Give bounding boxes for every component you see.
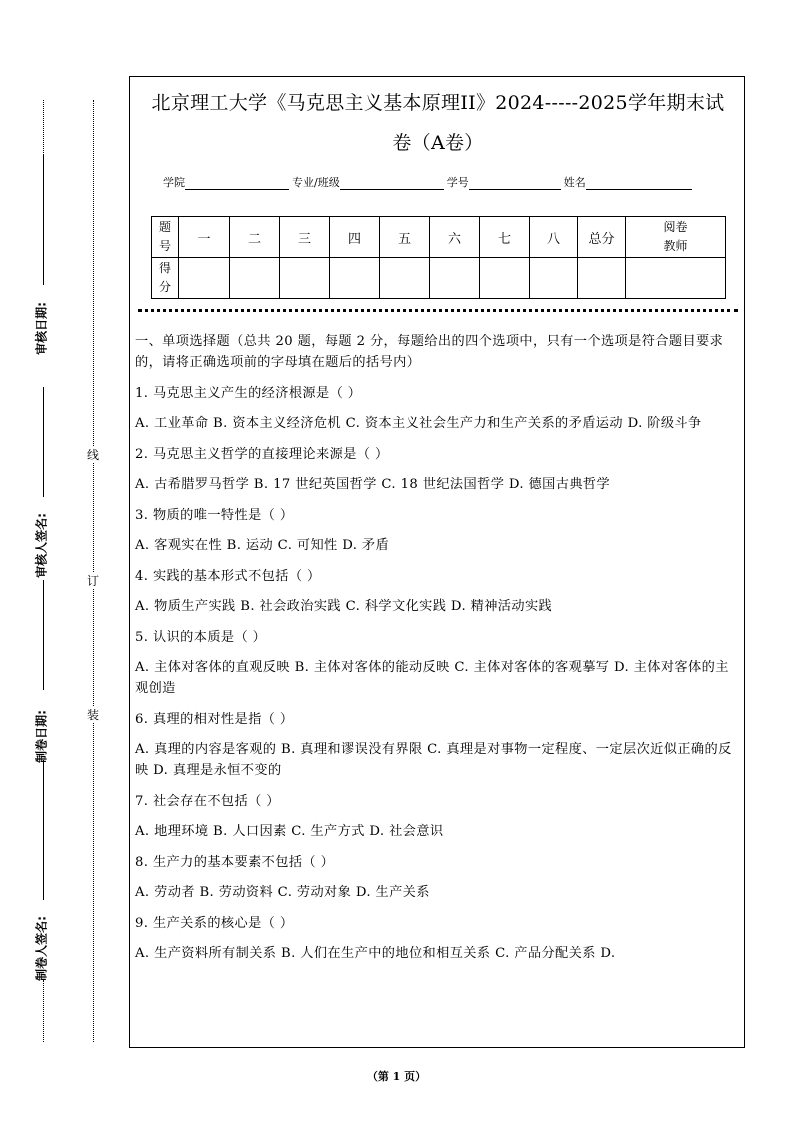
college-label: 学院 — [163, 176, 185, 189]
separator-dotted — [138, 309, 738, 312]
column-4: 四 — [330, 217, 380, 258]
column-total: 总分 — [578, 217, 626, 258]
score-table — [151, 216, 726, 299]
exam-title-line2: 卷（A卷） — [392, 132, 484, 154]
reviewer-signature-label: 审核人签名: — [34, 513, 49, 578]
student-info-row — [163, 174, 695, 190]
question-7: 7. 社会存在不包括（ ） — [135, 794, 280, 809]
score-table-header-row — [152, 217, 726, 258]
question-8: 8. 生产力的基本要素不包括（ ） — [135, 855, 335, 870]
score-cell[interactable] — [480, 258, 530, 299]
question-2: 2. 马克思主义哲学的直接理论来源是（ ） — [135, 447, 389, 462]
column-3: 三 — [280, 217, 330, 258]
cut-line-char-zhuang: 装 — [86, 708, 99, 722]
question-6-options: A. 真理的内容是客观的 B. 真理和谬误没有界限 C. 真理是对事物一定程度、一定层次近似正确的反映 D. 真理是永恒不变的 — [135, 742, 732, 778]
column-6: 六 — [430, 217, 480, 258]
cut-line — [93, 100, 94, 1042]
exam-title-line1: 北京理工大学《马克思主义基本原理II》2024-----2025学年期末试 — [151, 92, 725, 114]
question-5-options: A. 主体对客体的直观反映 B. 主体对客体的能动反映 C. 主体对客体的客观摹写 D. 主体对客体的主观创造 — [135, 660, 729, 696]
column-5: 五 — [380, 217, 430, 258]
paper-date-label: 制卷日期: — [34, 710, 49, 763]
question-3: 3. 物质的唯一特性是（ ） — [135, 508, 294, 523]
question-5: 5. 认识的本质是（ ） — [135, 630, 267, 645]
column-1: 一 — [179, 217, 230, 258]
college-field[interactable] — [185, 177, 289, 190]
dotted-guide — [43, 100, 44, 155]
cut-line-char-xian: 线 — [86, 448, 99, 462]
signature-line — [43, 760, 44, 900]
paper-maker-signature-label: 制卷人签名: — [34, 916, 49, 981]
score-cell[interactable] — [330, 258, 380, 299]
column-7: 七 — [480, 217, 530, 258]
score-cell[interactable] — [530, 258, 578, 299]
student-id-field[interactable] — [469, 177, 561, 190]
section-intro: 一、单项选择题（总共 20 题，每题 2 分，每题给出的四个选项中，只有一个选项是符合题目要求的，请将正确选项前的字母填在题后的括号内） — [135, 334, 724, 370]
name-label: 姓名 — [563, 176, 586, 189]
section-single-choice — [135, 331, 741, 964]
question-1-options: A. 工业革命 B. 资本主义经济危机 C. 资本主义社会生产力和生产关系的矛盾运动 D. 阶级斗争 — [135, 416, 702, 431]
score-cell[interactable] — [430, 258, 480, 299]
question-3-options: A. 客观实在性 B. 运动 C. 可知性 D. 矛盾 — [135, 538, 390, 553]
question-9: 9. 生产关系的核心是（ ） — [135, 916, 294, 931]
question-4: 4. 实践的基本形式不包括（ ） — [135, 569, 321, 584]
name-field[interactable] — [586, 177, 692, 190]
question-number-head: 题 号 — [152, 217, 179, 258]
major-label: 专业/班级 — [292, 176, 340, 189]
question-7-options: A. 地理环境 B. 人口因素 C. 生产方式 D. 社会意识 — [135, 824, 444, 839]
major-field[interactable] — [340, 177, 444, 190]
student-id-label: 学号 — [446, 176, 469, 189]
question-4-options: A. 物质生产实践 B. 社会政治实践 C. 科学文化实践 D. 精神活动实践 — [135, 599, 553, 614]
signature-line — [43, 155, 44, 285]
score-cell[interactable] — [179, 258, 230, 299]
question-2-options: A. 古希腊罗马哲学 B. 17 世纪英国哲学 C. 18 世纪法国哲学 D. 德国古典哲学 — [135, 477, 611, 492]
score-table-score-row — [152, 258, 726, 299]
score-cell[interactable] — [230, 258, 280, 299]
question-6: 6. 真理的相对性是指（ ） — [135, 712, 294, 727]
score-cell[interactable] — [280, 258, 330, 299]
score-head: 得 分 — [152, 258, 179, 299]
column-8: 八 — [530, 217, 578, 258]
reviewer-cell[interactable] — [626, 258, 726, 299]
reviewer-head: 阅卷 教师 — [626, 217, 726, 258]
question-9-options: A. 生产资料所有制关系 B. 人们在生产中的地位和相互关系 C. 产品分配关系 D. — [135, 946, 616, 961]
signature-line — [43, 580, 44, 690]
exam-frame — [129, 76, 745, 1048]
question-1: 1. 马克思主义产生的经济根源是（ ） — [135, 386, 362, 401]
review-date-label: 审核日期: — [34, 302, 49, 355]
page-number: （第 1 页） — [366, 1070, 427, 1083]
dotted-guide — [43, 980, 44, 1042]
signature-line — [43, 387, 44, 497]
cut-line-char-ding: 订 — [86, 574, 99, 588]
score-cell[interactable] — [380, 258, 430, 299]
question-8-options: A. 劳动者 B. 劳动资料 C. 劳动对象 D. 生产关系 — [135, 885, 430, 900]
column-2: 二 — [230, 217, 280, 258]
score-cell[interactable] — [578, 258, 626, 299]
